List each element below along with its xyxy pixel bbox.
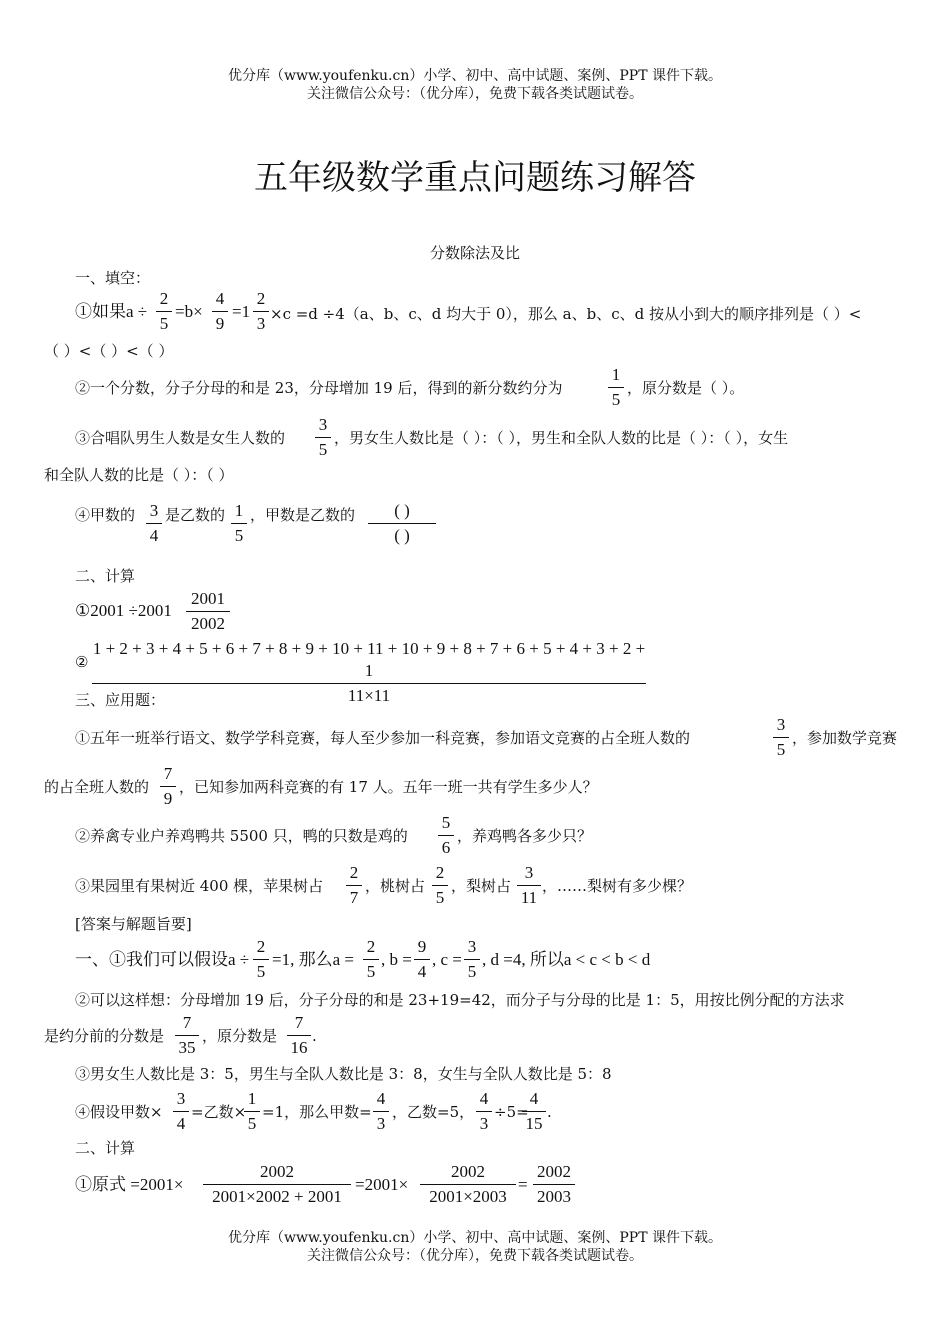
q1-text-c: =1 (232, 302, 251, 321)
anscalc-text-c: = (518, 1175, 528, 1194)
anscalc-fraction-3: 2002 2003 (533, 1161, 575, 1208)
footer-line-1: 优分库（www.youfenku.cn）小学、初中、高中试题、案例、PPT 课件下载。 (227, 1230, 722, 1246)
q2-fraction: 1 5 (608, 364, 624, 411)
p1-fraction-1: 3 5 (773, 714, 789, 761)
ans4-fraction-3: 4 3 (373, 1088, 389, 1135)
calc2-fraction: 1 + 2 + 3 + 4 + 5 + 6 + 7 + 8 + 9 + 10 + 11 + 10 + 9 + 8 + 7 + 6 + 5 + 4 + 3 + 2 + 1 11×11 (92, 639, 646, 705)
footer-line-2: 关注微信公众号：（优分库），免费下载各类试题试卷。 (307, 1248, 643, 1264)
p3-text-d: ，……梨树有多少棵？ (542, 877, 693, 895)
q1-fraction-1: 2 5 (156, 288, 172, 335)
p1-text-a: ①五年一班举行语文、数学学科竞赛，每人至少参加一科竞赛，参加语文竞赛的占全班人数的 (75, 729, 691, 747)
q4-text-a: ④甲数的 (75, 506, 136, 524)
p1-text-c: 的占全班人数的 (44, 778, 150, 796)
ans4-text-e: ÷5= (494, 1103, 529, 1121)
q1-text-a: ①如果a ÷ (75, 302, 148, 321)
p1-fraction-2: 7 9 (160, 763, 176, 810)
p2-fraction: 5 6 (438, 812, 454, 859)
ans4-text-c: =1，那么甲数= (262, 1103, 372, 1121)
anscalc-text-a: ①原式 =2001× (75, 1175, 184, 1194)
ans1-text-a: 一、①我们可以假设a ÷ (75, 950, 250, 969)
calc1-fraction: 2001 2002 (186, 588, 230, 635)
anscalc-fraction-2: 2002 2001×2003 (420, 1161, 516, 1208)
ans2-fraction-2: 7 16 (287, 1012, 311, 1059)
ans4-text-d: ，乙数=5， (392, 1103, 475, 1121)
q3-fraction: 3 5 (315, 414, 331, 461)
p3-fraction-2: 2 5 (432, 862, 448, 909)
calc1-text: ①2001 ÷2001 (75, 601, 172, 620)
ans1-fraction-4: 3 5 (464, 936, 480, 983)
ans4-fraction-5: 4 15 (522, 1088, 546, 1135)
p1-text-b: ，参加数学竞赛 (792, 729, 898, 747)
p2-text-a: ②养禽专业户养鸡鸭共 5500 只，鸭的只数是鸡的 (75, 827, 408, 845)
p3-text-a: ③果园里有果树近 400 棵，苹果树占 (75, 877, 324, 895)
ans4-text-b: =乙数× (191, 1103, 247, 1121)
ans1-text-d: , c = (432, 950, 462, 969)
answers-calc-heading: 二、计算 (75, 1139, 136, 1157)
section-apply-heading: 三、应用题： (75, 691, 166, 709)
ans2-text-b: 是约分前的分数是 (44, 1027, 165, 1045)
ans1-fraction-3: 9 4 (414, 936, 430, 983)
q4-fraction-2: 1 5 (231, 500, 247, 547)
q1-text-d: ×c =d ÷4（a、b、c、d 均大于 0），那么 a、b、c、d 按从小到大的顺序排列是（ ）< (270, 305, 862, 323)
p3-fraction-3: 3 11 (517, 862, 541, 909)
section-calc-heading: 二、计算 (75, 567, 136, 585)
p3-text-c: ，梨树占 (451, 877, 512, 895)
ans2-fraction-1: 7 35 (175, 1012, 199, 1059)
ans4-fraction-2: 1 5 (244, 1088, 260, 1135)
ans3-text: ③男女生人数比是 3：5，男生与全队人数比是 3：8，女生与全队人数比是 5：8 (75, 1065, 612, 1083)
q3-text-c: 和全队人数的比是（ ）：（ ） (44, 466, 234, 484)
q1-text-b: =b× (175, 302, 203, 321)
ans1-text-e: , d =4, 所以a < c < b < d (482, 950, 651, 969)
subtitle: 分数除法及比 (429, 244, 520, 262)
q4-text-b: 是乙数的 (165, 506, 226, 524)
header-line-2: 关注微信公众号：（优分库），免费下载各类试题试卷。 (307, 86, 643, 102)
ans2-text-a: ②可以这样想：分母增加 19 后，分子分母的和是 23+19=42，而分子与分母的比是 1：5，用按比例分配的方法求 (75, 991, 845, 1009)
ans1-fraction-1: 2 5 (253, 936, 269, 983)
ans4-fraction-1: 3 4 (173, 1088, 189, 1135)
q3-text-a: ③合唱队男生人数是女生人数的 (75, 429, 286, 447)
ans4-text-g: . (547, 1103, 552, 1121)
calc2-label: ② (75, 653, 89, 671)
ans4-text-a: ④假设甲数× (75, 1103, 163, 1121)
header-line-1: 优分库（www.youfenku.cn）小学、初中、高中试题、案例、PPT 课件下载。 (227, 68, 722, 84)
ans1-text-b: =1, 那么a = (272, 950, 354, 969)
ans1-fraction-2: 2 5 (363, 936, 379, 983)
p2-text-b: ，养鸡鸭各多少只？ (457, 827, 593, 845)
ans1-text-c: , b = (381, 950, 412, 969)
ans4-fraction-4: 4 3 (476, 1088, 492, 1135)
ans2-text-c: ，原分数是 (202, 1027, 278, 1045)
ans2-text-d: . (312, 1027, 317, 1045)
p3-fraction-1: 2 7 (346, 862, 362, 909)
q4-text-c: ，甲数是乙数的 (250, 506, 356, 524)
q2-text-a: ②一个分数，分子分母的和是 23，分母增加 19 后，得到的新分数约分为 (75, 379, 563, 397)
q4-answer-fraction: ( ) ( ) (368, 500, 436, 547)
p3-text-b: ，桃树占 (365, 877, 426, 895)
page-title: 五年级数学重点问题练习解答 (254, 158, 696, 198)
q3-text-b: ，男女生人数比是（ ）：（ ），男生和全队人数的比是（ ）：（ ），女生 (334, 429, 789, 447)
q1-fraction-2: 4 9 (212, 288, 228, 335)
q1-text-e: （ ）<（ ）<（ ） (44, 342, 174, 360)
anscalc-fraction-1: 2002 2001×2002 + 2001 (203, 1161, 351, 1208)
section-fill-heading: 一、填空： (75, 269, 151, 287)
q1-fraction-3: 2 3 (253, 288, 269, 335)
q4-fraction-1: 3 4 (146, 500, 162, 547)
anscalc-text-b: =2001× (355, 1175, 409, 1194)
answers-heading: [答案与解题旨要] (75, 915, 192, 933)
p1-text-d: ，已知参加两科竞赛的有 17 人。五年一班一共有学生多少人？ (179, 778, 598, 796)
q2-text-b: ，原分数是（ ）。 (627, 379, 745, 397)
